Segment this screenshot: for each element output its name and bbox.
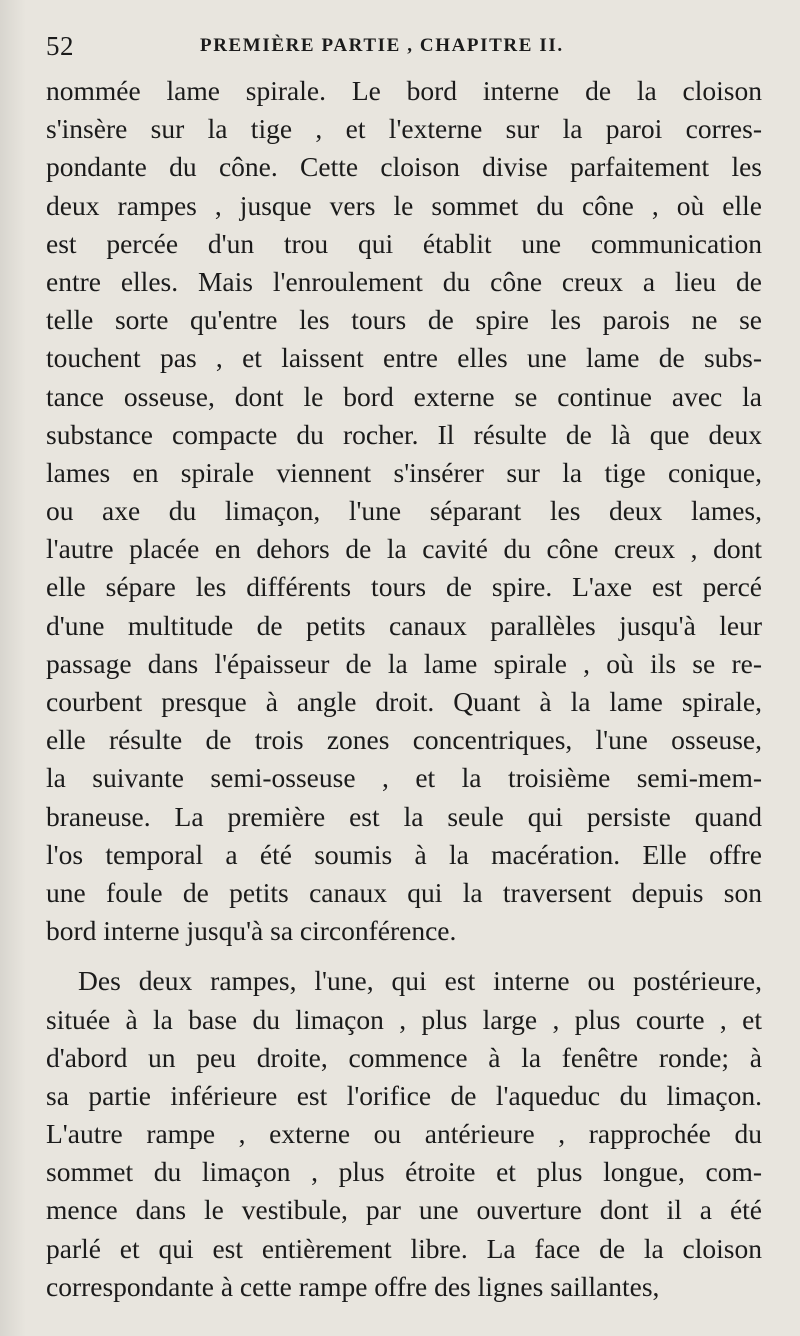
text-line: nommée lame spirale. Le bord interne de la cloison: [46, 75, 762, 106]
gutter-shadow: [0, 0, 26, 1336]
text-line: L'autre rampe , externe ou antérieure , rapprochée du: [46, 1118, 762, 1150]
text-line: braneuse. La première est la seule qui persiste quand: [46, 800, 762, 832]
text-line: courbent presque à angle droit. Quant à la lame spirale,: [46, 686, 762, 717]
text-line: s'insère sur la tige , et l'externe sur la paroi corres-: [46, 113, 762, 145]
text-line: parlé et qui est entièrement libre. La face de la cloison: [46, 1232, 762, 1264]
text-line: la suivante semi-osseuse , et la troisième semi-mem-: [46, 762, 762, 794]
text-line: elle sépare les différents tours de spire. L'axe est percé: [46, 571, 762, 603]
text-line: ou axe du limaçon, l'une séparant les deux lames,: [46, 495, 762, 527]
text-line: pondante du cône. Cette cloison divise parfaitement les: [46, 151, 762, 183]
text-line: touchent pas , et laissent entre elles une lame de subs-: [46, 342, 762, 374]
text-line: substance compacte du rocher. Il résulte de là que deux: [46, 418, 762, 450]
paragraph: [46, 962, 762, 1306]
page-number: 52: [46, 31, 74, 61]
text-line: bord interne jusqu'à sa circonférence.: [46, 915, 457, 947]
text-line: l'os temporal a été soumis à la macération. Elle offre: [46, 838, 762, 870]
text-line: tance osseuse, dont le bord externe se continue avec la: [46, 380, 762, 412]
text-line: Des deux rampes, l'une, qui est interne ou postérieure,: [78, 965, 762, 997]
body-text: [46, 72, 762, 1306]
text-line: passage dans l'épaisseur de la lame spirale , où ils se re-: [46, 647, 762, 679]
text-line: située à la base du limaçon , plus large , plus courte , et: [46, 1003, 762, 1035]
text-line: correspondante à cette rampe offre des lignes saillantes,: [46, 1270, 660, 1302]
text-line: l'autre placée en dehors de la cavité du cône creux , dont: [46, 533, 762, 565]
running-header: [46, 26, 760, 66]
text-line: d'une multitude de petits canaux parallèles jusqu'à leur: [46, 609, 762, 641]
text-line: elle résulte de trois zones concentriques, l'une osseuse,: [46, 724, 762, 756]
text-line: entre elles. Mais l'enroulement du cône creux a lieu de: [46, 265, 762, 297]
text-line: mence dans le vestibule, par une ouverture dont il a été: [46, 1194, 762, 1226]
running-title: PREMIÈRE PARTIE , CHAPITRE II.: [200, 35, 564, 56]
text-line: sa partie inférieure est l'orifice de l'aqueduc du limaçon.: [46, 1079, 762, 1111]
text-line: telle sorte qu'entre les tours de spire les parois ne se: [46, 304, 762, 336]
text-line: est percée d'un trou qui établit une communication: [46, 227, 762, 259]
text-line: sommet du limaçon , plus étroite et plus longue, com-: [46, 1156, 762, 1188]
text-line: lames en spirale viennent s'insérer sur la tige conique,: [46, 456, 762, 488]
paragraph: [46, 72, 762, 950]
text-line: d'abord un peu droite, commence à la fenêtre ronde; à: [46, 1041, 762, 1073]
text-line: une foule de petits canaux qui la traversent depuis son: [46, 876, 762, 908]
paragraph-spacer: [46, 950, 762, 962]
text-line: deux rampes , jusque vers le sommet du cône , où elle: [46, 189, 762, 221]
